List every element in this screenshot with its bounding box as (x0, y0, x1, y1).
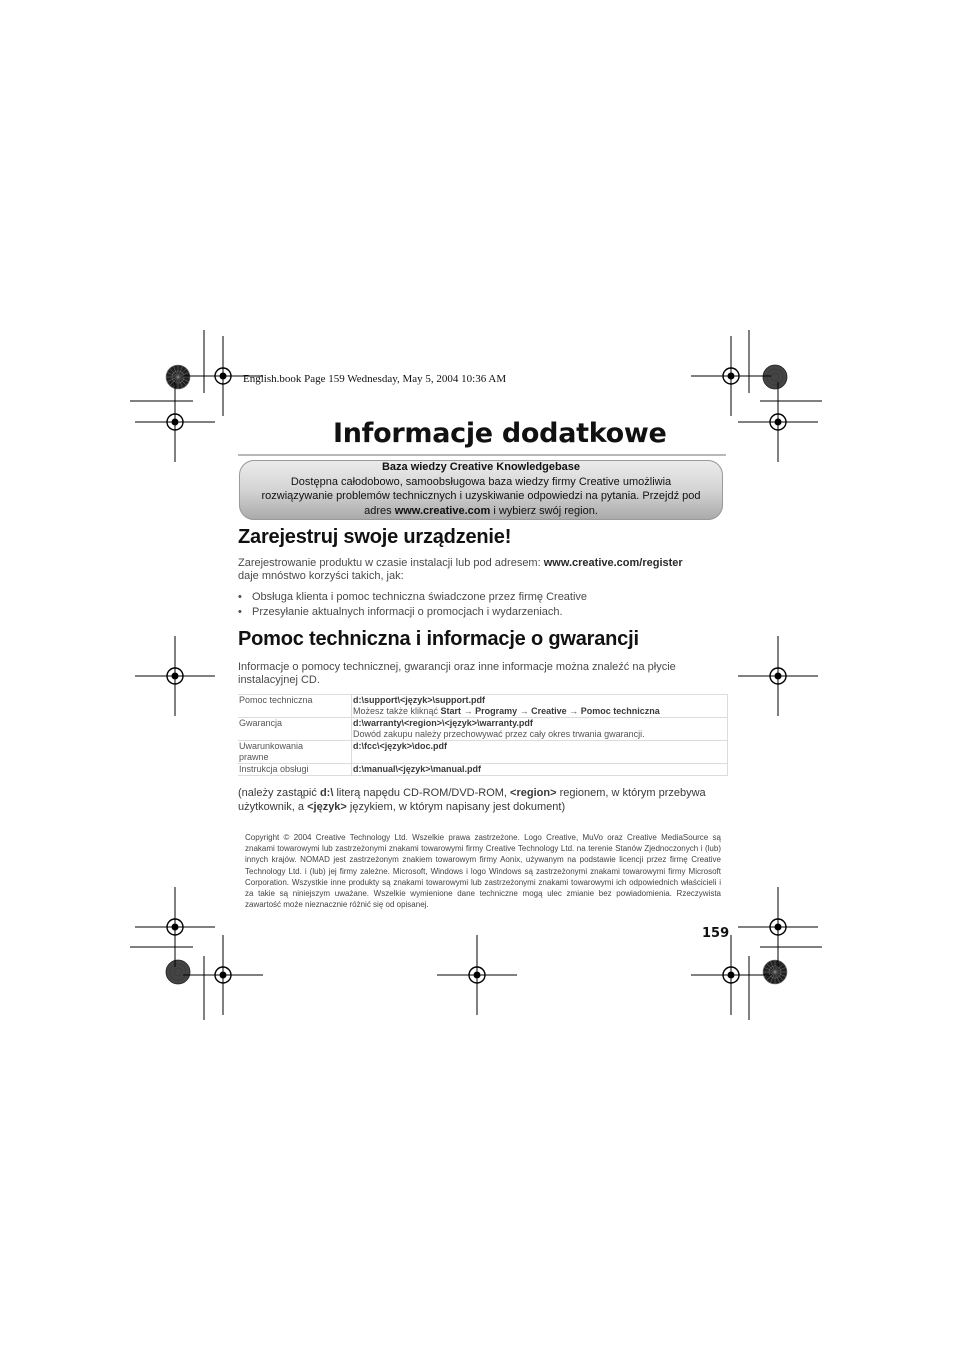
table-cell-label (238, 741, 352, 764)
table-row (238, 695, 728, 718)
menu-programy: Programy (475, 706, 518, 716)
support-intro: Informacje o pomocy technicznej, gwarancji oraz inne informacje można znaleźć na płycie instalacyjnej CD. (238, 661, 676, 686)
knowledgebase-line-2: rozwiązywanie problemów technicznych i uzyskiwanie odpowiedzi na pytania. Przejdź pod (261, 490, 701, 502)
table-cell-content (352, 741, 728, 764)
note-part: regionem, w którym przebywa użytkownik, a (238, 787, 706, 813)
register-benefits-list (238, 590, 728, 620)
note-part: literą napędu CD-ROM/DVD-ROM, (333, 787, 511, 799)
title-rule (238, 454, 726, 456)
list-item: • Obsługa klienta i pomoc techniczna świadczone przez firmę Creative (238, 590, 728, 605)
list-item: • Przesyłanie aktualnych informacji o promocjach i wydarzeniach. (238, 605, 728, 620)
table-row (238, 718, 728, 741)
note-part: (należy zastąpić (238, 787, 320, 799)
support-info-table (238, 694, 728, 776)
creative-website-link[interactable]: www.creative.com (394, 504, 491, 517)
knowledgebase-title: Baza wiedzy Creative Knowledgebase (381, 461, 581, 473)
menu-pomoc-techniczna: Pomoc techniczna (580, 706, 660, 716)
book-header-line: English.book Page 159 Wednesday, May 5, 2004 10:36 AM (243, 373, 507, 385)
copyright-notice: Copyright © 2004 Creative Technology Ltd. Wszelkie prawa zastrzeżone. Logo Creative, MuVo oraz Creative MediaSource są znakami towarowymi lub zastrzeżonymi znakami towarowymi firmy Creative Technology Ltd. na terenie Stanów Zjednoczonych i (lub) innych krajów. NOMAD jest zastrzeżonym znakiem towarowym firmy Aonix, używanym na podstawie licencji przez firmę Creative Technology Ltd. i (lub) jej firmy zależne. Microsoft, Windows i logo Windows są zastrzeżonymi znakami towarowymi firmy Microsoft Corporation. Wszystkie inne produkty są znakami towarowymi lub zastrzeżonymi znakami towarowymi ich odpowiednich właścicieli i za takie są niniejszym uważane. Wszelkie wymienione dane techniczne mogą ulec zmianie bez powiadomienia. Rzeczywista zawartość może nieznacznie różnić się od opisanej. (245, 833, 721, 910)
table-cell-content (352, 718, 728, 741)
manual-path: d:\manual\<język>\manual.pdf (353, 764, 482, 774)
table-cell-label: Pomoc techniczna (238, 695, 352, 718)
note-region: <region> (510, 787, 557, 799)
register-intro-text: Zarejestrowanie produktu w czasie instalacji lub pod adresem: (238, 557, 544, 569)
support-note (353, 706, 725, 717)
table-cell-content (352, 695, 728, 718)
label-line-1: Uwarunkowania (239, 741, 304, 751)
menu-creative: Creative (531, 706, 567, 716)
legal-path: d:\fcc\<język>\doc.pdf (353, 741, 448, 751)
path-replacement-note (238, 787, 728, 814)
knowledgebase-line-1: Dostępna całodobowo, samoobsługowa baza wiedzy firmy Creative umożliwia (290, 475, 672, 488)
menu-start: Start (440, 706, 462, 716)
table-cell-label: Gwarancja (238, 718, 352, 741)
warranty-path: d:\warranty\<region>\<język>\warranty.pdf (353, 718, 533, 728)
page-title: Informacje dodatkowe (333, 418, 667, 449)
arrow-icon: → (463, 706, 473, 716)
table-cell-content (352, 764, 728, 776)
arrow-icon: → (569, 706, 579, 716)
note-language: <język> (307, 800, 347, 813)
table-cell-label: Instrukcja obsługi (238, 764, 352, 776)
register-link[interactable]: www.creative.com/register (543, 557, 683, 569)
register-heading: Zarejestruj swoje urządzenie! (238, 526, 512, 548)
register-intro (238, 557, 728, 583)
table-row (238, 764, 728, 776)
page-number: 159 (702, 926, 730, 941)
arrow-icon: → (519, 706, 529, 716)
knowledgebase-box (239, 460, 723, 520)
support-path: d:\support\<język>\support.pdf (353, 695, 486, 705)
note-drive: d:\ (319, 787, 334, 799)
register-intro-suffix: daje mnóstwo korzyści takich, jak: (238, 570, 404, 582)
note-part: językiem, w którym napisany jest dokument) (346, 800, 566, 813)
support-heading: Pomoc techniczna i informacje o gwarancji (238, 628, 639, 650)
knowledgebase-line-3 (239, 504, 723, 519)
knowledgebase-line-3-prefix: adres (364, 504, 395, 517)
knowledgebase-line-3-suffix: i wybierz swój region. (490, 504, 598, 517)
label-line-2: prawne (239, 752, 269, 762)
table-row (238, 741, 728, 764)
warranty-note: Dowód zakupu należy przechowywać przez cały okres trwania gwarancji. (353, 729, 645, 739)
note-prefix: Możesz także kliknąć (353, 706, 441, 716)
